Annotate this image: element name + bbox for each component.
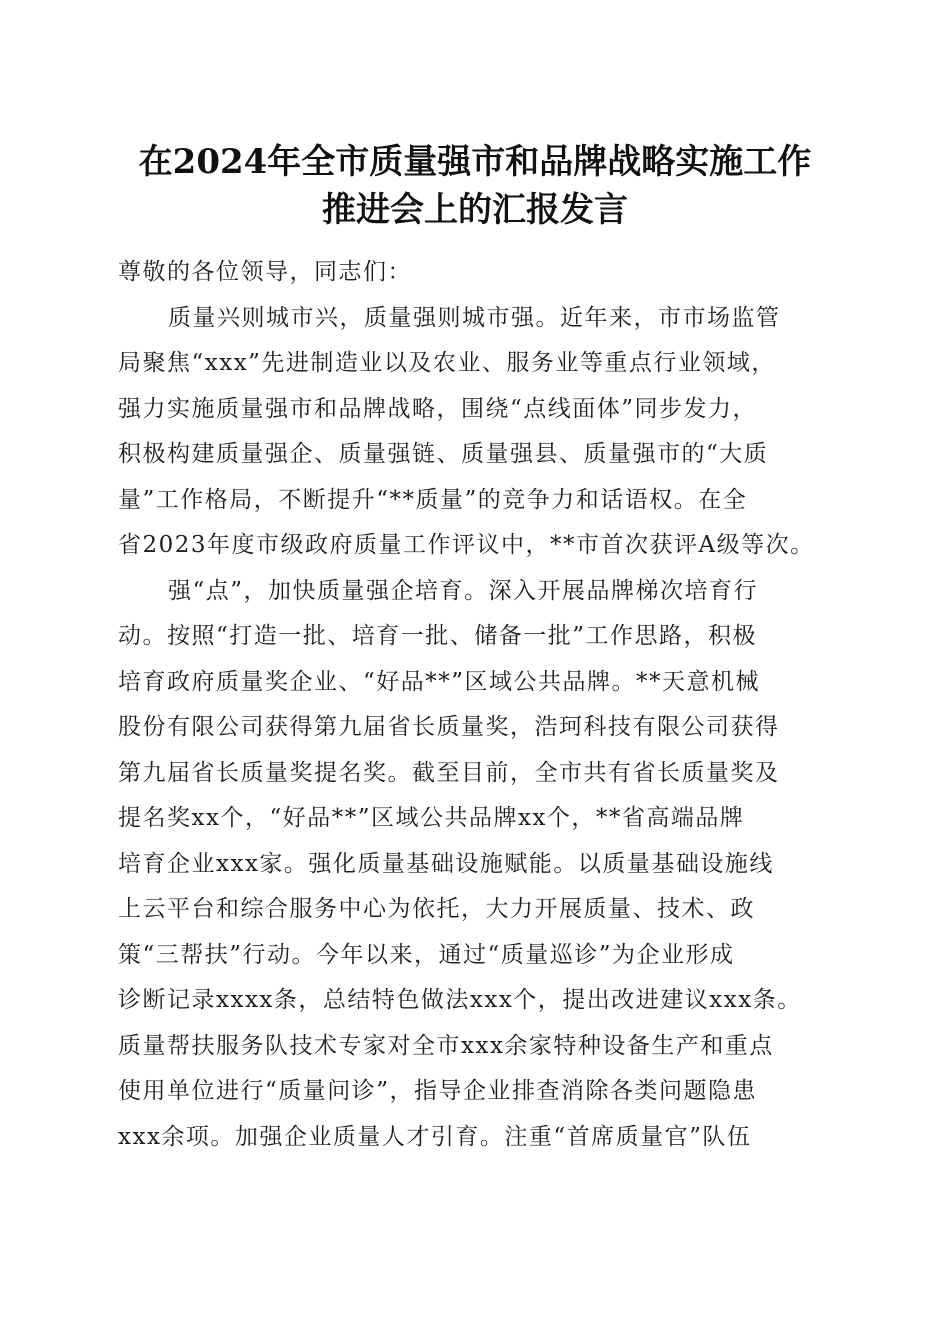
paragraph-1-line-2: 局聚焦“xxx”先进制造业以及农业、服务业等重点行业领域，: [118, 350, 776, 376]
paragraph-1-line-1: 质量兴则城市兴，质量强则城市强。近年来，市市场监管: [168, 304, 781, 331]
paragraph-2-line-11: 质量帮扶服务队技术专家对全市xxx余家特种设备生产和重点: [118, 1032, 774, 1059]
paragraph-2-line-4: 股份有限公司获得第九届省长质量奖，浩珂科技有限公司获得: [118, 714, 780, 740]
paragraph-2-line-7: 培育企业xxx家。强化质量基础设施赋能。以质量基础设施线: [118, 850, 774, 877]
paragraph-2-line-8: 上云平台和综合服务中心为依托，大力开展质量、技术、政: [118, 896, 755, 922]
document-body: [118, 250, 838, 1160]
paragraph-1-line-5: 量”工作格局，不断提升“**质量”的竞争力和话语权。在全: [118, 486, 748, 513]
paragraph-1-line-6: 省2023年度市级政府质量工作评议中，**市首次获评A级等次。: [118, 532, 815, 558]
paragraph-2-line-5: 第九届省长质量奖提名奖。截至目前，全市共有省长质量奖及: [118, 759, 780, 786]
paragraph-1-line-4: 积极构建质量强企、质量强链、质量强县、质量强市的“大质: [118, 441, 769, 467]
document-title-line-2: 推进会上的汇报发言: [322, 190, 628, 230]
paragraph-2-line-10: 诊断记录xxxx条，总结特色做法xxx个，提出改进建议xxx条。: [118, 987, 802, 1013]
paragraph-2-line-1: 强“点”，加快质量强企培育。深入开展品牌梯次培育行: [168, 577, 759, 604]
paragraph-2-line-12: 使用单位进行“质量问诊”，指导企业排查消除各类问题隐患: [118, 1078, 758, 1104]
paragraph-2-line-9: 策“三帮扶”行动。今年以来，通过“质量巡诊”为企业形成: [118, 941, 735, 968]
document-title-line-1: 在2024年全市质量强市和品牌战略实施工作: [138, 142, 812, 182]
paragraph-2-line-2: 动。按照“打造一批、培育一批、储备一批”工作思路，积极: [118, 623, 758, 649]
paragraph-2-line-3: 培育政府质量奖企业、“好品**”区域公共品牌。**天意机械: [118, 668, 761, 695]
paragraph-1-line-3: 强力实施质量强市和品牌战略，围绕“点线面体”同步发力，: [118, 395, 758, 422]
paragraph-2-line-13: xxx余项。加强企业质量人才引育。注重“首席质量官”队伍: [118, 1123, 752, 1150]
salutation: 尊敬的各位领导，同志们：: [118, 259, 412, 285]
paragraph-2-line-6: 提名奖xx个，“好品**”区域公共品牌xx个，**省高端品牌: [118, 805, 745, 831]
